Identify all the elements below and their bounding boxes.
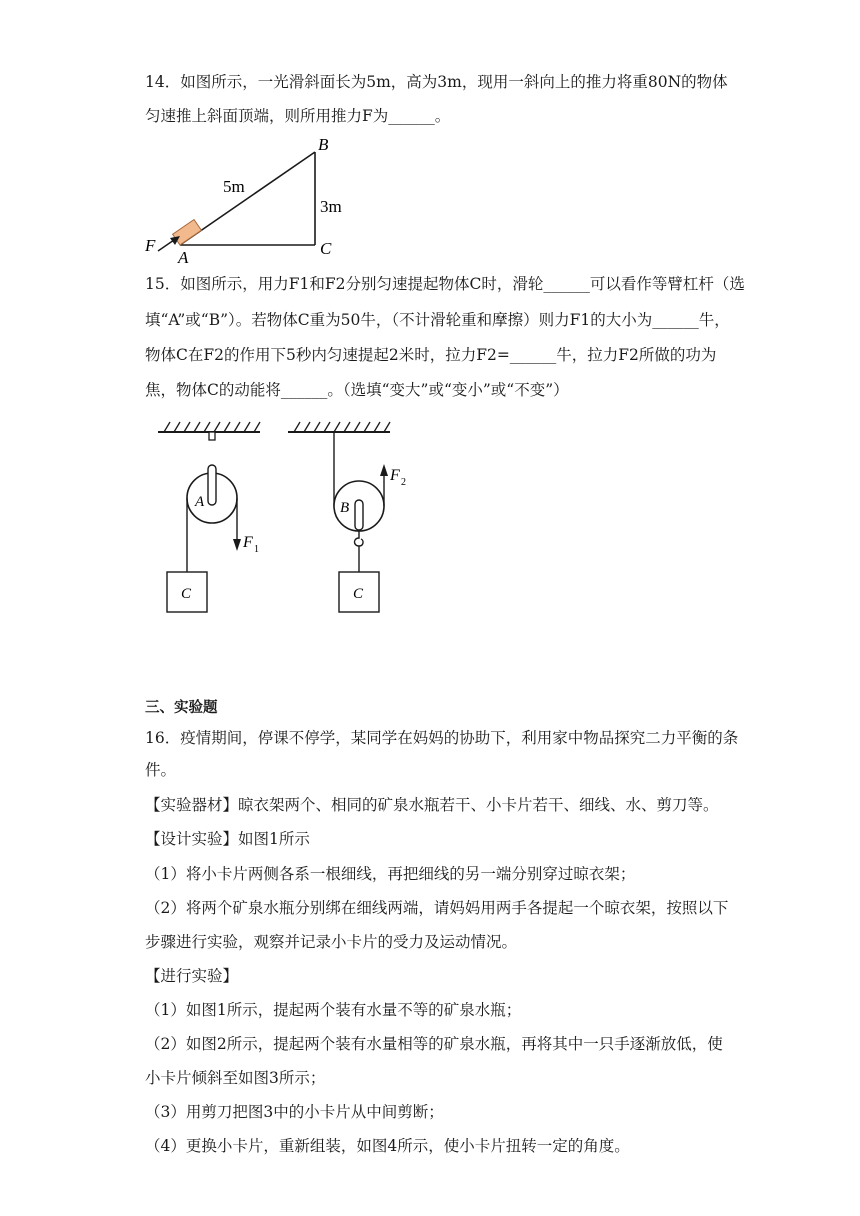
vertex-label-a: A	[178, 248, 189, 267]
force-f2-label: F	[390, 467, 400, 484]
q16-text-line-2: 件。	[145, 761, 177, 779]
height-label: 3m	[320, 197, 342, 216]
push-force-arrow	[158, 240, 174, 251]
pulley-a-axle	[208, 465, 216, 505]
q15-text-line-3: 物体C在F2的作用下5秒内匀速提起2米时，拉力F2=______牛，拉力F2所做的功为	[145, 346, 717, 364]
vertex-label-c: C	[320, 239, 332, 258]
pulley-b-axle	[355, 500, 363, 530]
q16-design-step-2b: 步骤进行实验，观察并记录小卡片的受力及运动情况。	[145, 933, 518, 951]
force-f1-arrowhead	[233, 539, 241, 551]
q16-conduct-step-3: （3）用剪刀把图3中的小卡片从中间剪断；	[145, 1103, 444, 1121]
ceiling-hatch-right	[294, 422, 390, 432]
pulley-a-label: A	[195, 494, 205, 510]
q16-design-title: 【设计实验】如图1所示	[145, 830, 310, 848]
q16-conduct-step-1: （1）如图1所示，提起两个装有水量不等的矿泉水瓶；	[145, 1001, 522, 1019]
q15-text-line-1: 15．如图所示，用力F1和F2分别匀速提起物体C时，滑轮______可以看作等臂杠杆（选	[145, 275, 745, 293]
q16-conduct-title: 【进行实验】	[145, 967, 239, 985]
q16-design-step-1: （1）将小卡片两侧各系一根细线，再把细线的另一端分别穿过晾衣架；	[145, 865, 636, 883]
pulley-diagram	[150, 420, 410, 620]
q16-conduct-step-2b: 小卡片倾斜至如图3所示；	[145, 1069, 326, 1087]
section-heading-experiment: 三、实验题	[145, 700, 218, 716]
q14-text-line-2: 匀速推上斜面顶端，则所用推力F为______。	[145, 107, 451, 125]
force-label-f: F	[145, 236, 156, 255]
force-f2-subscript: 2	[401, 477, 406, 488]
pulley-b-hook	[355, 530, 364, 546]
q15-text-line-4: 焦，物体C的动能将______。（选填“变大”或“变小”或“不变”）	[145, 381, 569, 399]
block-c-left-label: C	[181, 586, 192, 602]
q14-text-line-1: 14．如图所示，一光滑斜面长为5m，高为3m，现用一斜向上的推力将重80N的物体	[145, 73, 728, 91]
q16-design-step-2a: （2）将两个矿泉水瓶分别绑在细线两端，请妈妈用两手各提起一个晾衣架，按照以下	[145, 899, 729, 917]
force-f2-arrowhead	[380, 464, 388, 476]
q16-text-line-1: 16．疫情期间，停课不停学，某同学在妈妈的协助下，利用家中物品探究二力平衡的条	[145, 729, 739, 747]
ceiling-hatch-left	[164, 422, 260, 432]
vertex-label-b: B	[318, 135, 329, 154]
q16-conduct-step-2a: （2）如图2所示，提起两个装有水量相等的矿泉水瓶，再将其中一只手逐渐放低，使	[145, 1035, 723, 1053]
q16-conduct-step-4: （4）更换小卡片，重新组装，如图4所示，使小卡片扭转一定的角度。	[145, 1137, 630, 1155]
pulley-b-label: B	[340, 500, 350, 516]
force-f1-subscript: 1	[254, 544, 259, 555]
q15-text-line-2: 填“A”或“B”）。若物体C重为50牛，（不计滑轮重和摩擦）则力F1的大小为______牛，	[145, 311, 730, 329]
force-f1-label: F	[243, 534, 253, 551]
slope-length-label: 5m	[223, 177, 245, 196]
pulley-a-hanger	[209, 432, 215, 440]
q16-equipment: 【实验器材】晾衣架两个、相同的矿泉水瓶若干、小卡片若干、细线、水、剪刀等。	[145, 796, 719, 814]
incline-diagram	[140, 130, 380, 265]
block-c-right-label: C	[353, 586, 364, 602]
